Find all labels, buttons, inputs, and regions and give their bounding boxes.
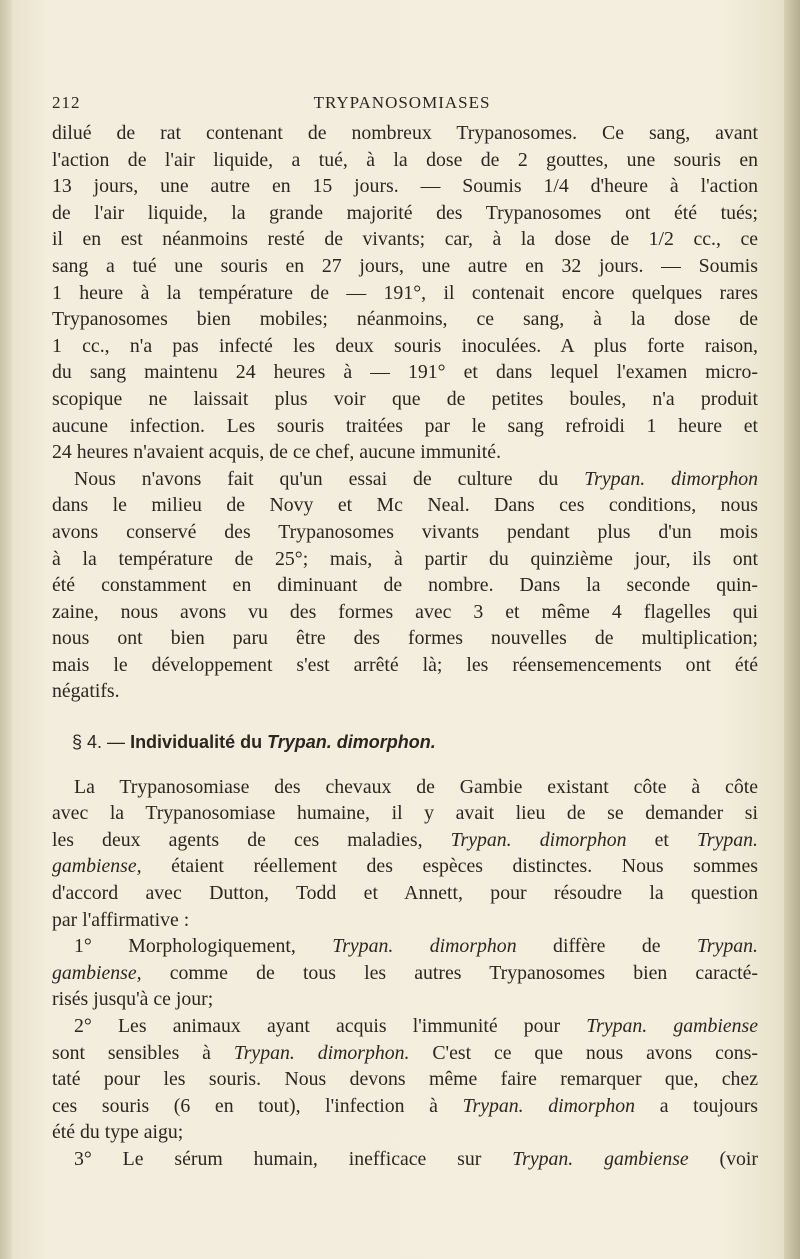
text-run: a toujours bbox=[635, 1094, 758, 1117]
text-line bbox=[52, 1093, 758, 1120]
text-line: nous ont bien paru être des formes nouvelles de multiplication; bbox=[52, 627, 758, 650]
text-line: Trypanosomes bien mobiles; néanmoins, ce sang, à la dose de bbox=[52, 308, 758, 331]
text-run: 3° Le sérum humain, inefficace sur bbox=[74, 1147, 513, 1170]
species-name: gambiense, bbox=[52, 855, 142, 878]
species-name: Trypan. gambiense bbox=[512, 1147, 689, 1170]
text-line: à la température de 25°; mais, à partir du quinzième jour, ils ont bbox=[52, 547, 758, 570]
text-line: 1 heure à la température de — 191°, il contenait encore quelques rares bbox=[52, 281, 758, 304]
text-line: il en est néanmoins resté de vivants; car, à la dose de 1/2 cc., ce bbox=[52, 228, 758, 251]
page-header bbox=[52, 93, 752, 117]
text-line: été constamment en diminuant de nombre. Dans la seconde quin- bbox=[52, 574, 758, 597]
text-line: mais le développement s'est arrêté là; les réensemencements ont été bbox=[52, 653, 758, 676]
text-line: l'action de l'air liquide, a tué, à la dose de 2 gouttes, une souris en bbox=[52, 148, 758, 171]
section-species: Trypan. dimorphon. bbox=[267, 732, 436, 753]
list-item-1 bbox=[52, 933, 758, 1013]
text-run: Nous n'avons fait qu'un essai de culture du bbox=[74, 467, 585, 490]
text-line: sang a tué une souris en 27 jours, une autre en 32 jours. — Soumis bbox=[52, 254, 758, 277]
body-text bbox=[52, 120, 758, 1173]
section-number: § 4. bbox=[72, 732, 103, 753]
paragraph-1 bbox=[52, 120, 758, 466]
text-line: aucune infection. Les souris traitées par le sang refroidi 1 heure et bbox=[52, 414, 758, 437]
text-line: 1 cc., n'a pas infecté les deux souris inoculées. A plus forte raison, bbox=[52, 334, 758, 357]
paragraph-2 bbox=[52, 466, 758, 705]
text-line: scopique ne laissait plus voir que de petites boules, n'a produit bbox=[52, 387, 758, 410]
text-line: négatifs. bbox=[52, 680, 120, 703]
text-run: ces souris (6 en tout), l'infection à bbox=[52, 1094, 463, 1117]
species-name: Trypan. dimorphon bbox=[584, 467, 758, 490]
text-line: 13 jours, une autre en 15 jours. — Soumis 1/4 d'heure à l'action bbox=[52, 175, 758, 198]
text-line: La Trypanosomiase des chevaux de Gambie existant côte à côte bbox=[74, 775, 758, 798]
text-line bbox=[52, 1040, 758, 1067]
text-run: comme de tous les autres Trypanosomes bien caracté- bbox=[141, 961, 758, 984]
text-line: d'accord avec Dutton, Todd et Annett, pour résoudre la question bbox=[52, 882, 758, 905]
text-line: de l'air liquide, la grande majorité des Trypanosomes ont été tués; bbox=[52, 201, 758, 224]
text-run: C'est ce que nous avons cons- bbox=[409, 1041, 758, 1064]
text-line: dans le milieu de Novy et Mc Neal. Dans ces conditions, nous bbox=[52, 494, 758, 517]
text-line bbox=[52, 827, 758, 854]
section-dash: — bbox=[107, 732, 126, 753]
species-name: Trypan. bbox=[697, 935, 759, 958]
text-line: du sang maintenu 24 heures à — 191° et dans lequel l'examen micro- bbox=[52, 361, 758, 384]
text-run: 2° Les animaux ayant acquis l'immunité pour bbox=[74, 1015, 587, 1037]
text-line: taté pour les souris. Nous devons même faire remarquer que, chez bbox=[52, 1068, 758, 1091]
text-line bbox=[52, 933, 758, 960]
section-heading bbox=[52, 729, 758, 756]
text-run: et bbox=[626, 828, 697, 851]
list-item-2 bbox=[52, 1013, 758, 1146]
text-line bbox=[52, 466, 758, 493]
species-name: Trypan. dimorphon bbox=[462, 1094, 636, 1117]
text-run: diffère de bbox=[516, 935, 697, 958]
text-line: été du type aigu; bbox=[52, 1121, 184, 1144]
page-right-edge bbox=[784, 0, 800, 1259]
text-line: par l'affirmative : bbox=[52, 908, 190, 931]
text-line: dilué de rat contenant de nombreux Trypanosomes. Ce sang, avant bbox=[52, 122, 758, 144]
list-item-3 bbox=[52, 1146, 758, 1173]
page-left-edge bbox=[0, 0, 12, 1259]
text-run: étaient réellement des espèces distinctes. Nous sommes bbox=[141, 855, 758, 878]
text-line: risés jusqu'à ce jour; bbox=[52, 988, 214, 1011]
page-number: 212 bbox=[52, 93, 81, 112]
species-name: Trypan. dimorphon. bbox=[233, 1041, 410, 1064]
species-name: gambiense, bbox=[52, 961, 142, 984]
text-line bbox=[52, 1146, 758, 1173]
text-run: 1° Morphologiquement, bbox=[74, 935, 333, 958]
text-line: avons conservé des Trypanosomes vivants pendant plus d'un mois bbox=[52, 520, 758, 543]
species-name: Trypan. dimorphon bbox=[450, 828, 627, 851]
text-line: zaine, nous avons vu des formes avec 3 et même 4 flagelles qui bbox=[52, 600, 758, 623]
text-run: sont sensibles à bbox=[52, 1041, 234, 1064]
text-line bbox=[52, 1013, 758, 1040]
text-line: 24 heures n'avaient acquis, de ce chef, aucune immunité. bbox=[52, 441, 502, 464]
text-run: les deux agents de ces maladies, bbox=[52, 828, 451, 851]
text-run: (voir bbox=[688, 1147, 758, 1170]
section-title: Individualité du bbox=[130, 732, 263, 753]
paragraph-3 bbox=[52, 774, 758, 934]
running-title: TRYPANOSOMIASES bbox=[313, 93, 491, 112]
species-name: Trypan. gambiense bbox=[586, 1015, 758, 1037]
text-line bbox=[52, 853, 758, 880]
species-name: Trypan. bbox=[696, 828, 758, 851]
text-line bbox=[52, 960, 758, 987]
text-line: avec la Trypanosomiase humaine, il y avait lieu de se demander si bbox=[52, 802, 758, 825]
species-name: Trypan. dimorphon bbox=[332, 935, 517, 958]
